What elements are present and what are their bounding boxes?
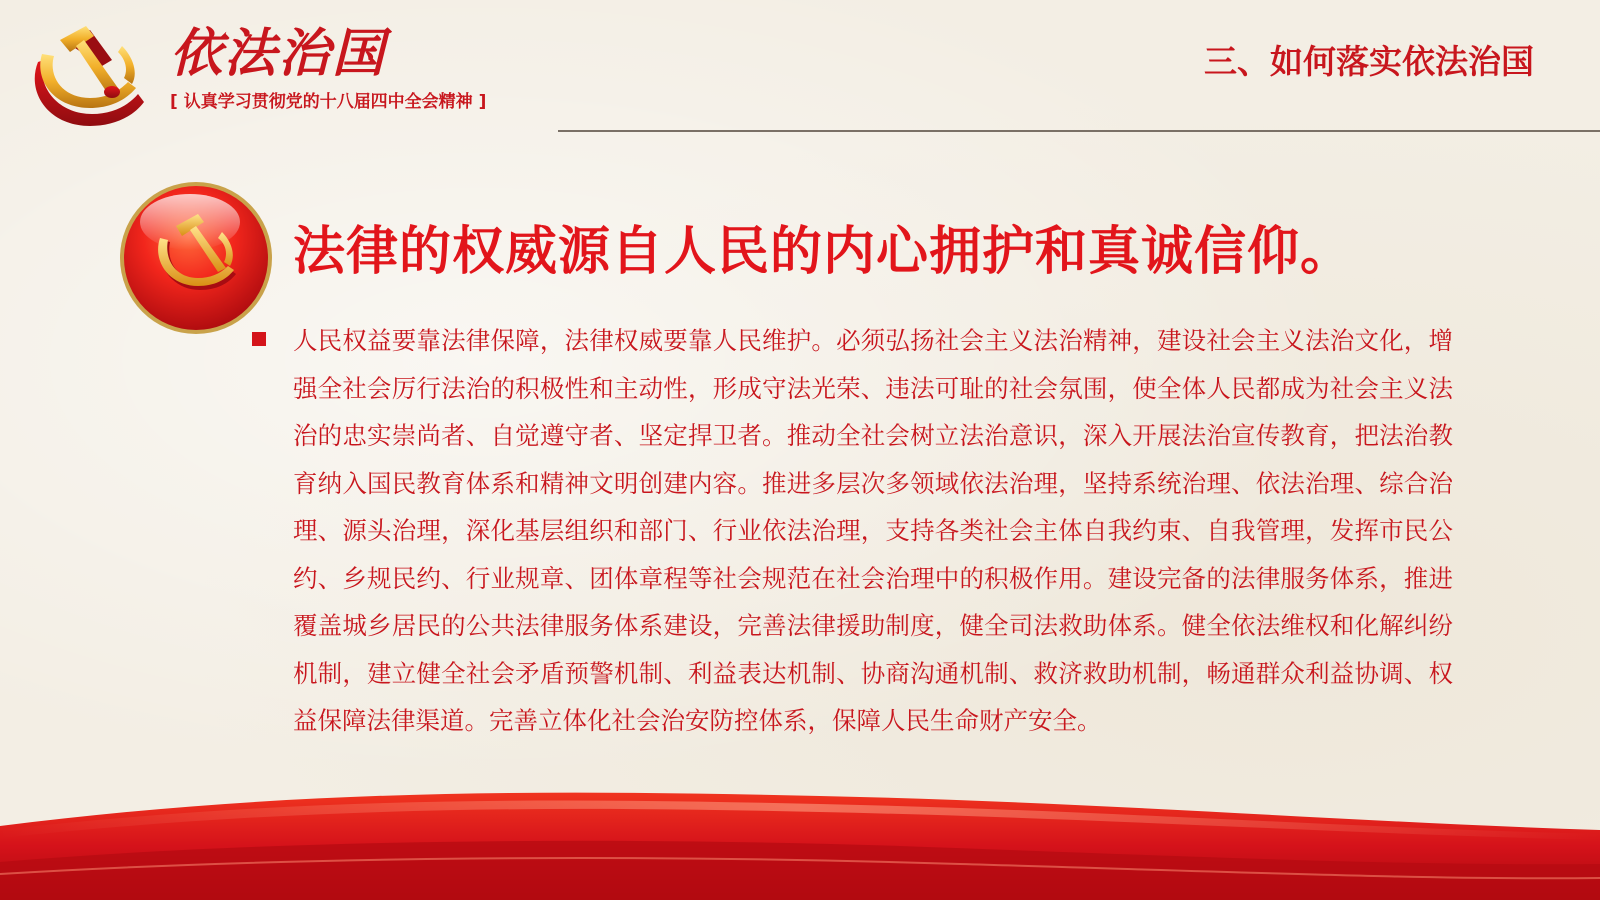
body-paragraph: 人民权益要靠法律保障，法律权威要靠人民维护。必须弘扬社会主义法治精神，建设社会主义法治文化，增强全社会厉行法治的积极性和主动性，形成守法光荣、违法可耻的社会氛围，使全体人民都成为社会主义法治的忠实崇尚者、自觉遵守者、坚定捍卫者。推动全社会树立法治意识，深入开展法治宣传教育，把法治教育纳入国民教育体系和精神文明创建内容。推进多层次多领域依法治理，坚持系统治理、依法治理、综合治理、源头治理，深化基层组织和部门、行业依法治理，支持各类社会主体自我约束、自我管理，发挥市民公约、乡规民约、行业规章、团体章程等社会规范在社会治理中的积极作用。建设完备的法律服务体系，推进覆盖城乡居民的公共法律服务体系建设，完善法律援助制度，健全司法救助体系。健全依法维权和化解纠纷机制，建立健全社会矛盾预警机制、利益表达机制、协商沟通机制、救济救助机制，畅通群众利益协调、权益保障法律渠道。完善立体化社会治安防控体系，保障人民生命财产安全。 bbox=[293, 326, 1453, 735]
square-bullet-icon bbox=[252, 332, 266, 346]
hammer-sickle-emblem-icon bbox=[14, 22, 154, 127]
header-divider bbox=[558, 130, 1600, 132]
brand-title: 依法治国 bbox=[170, 23, 387, 84]
brand-subtitle: [ 认真学习贯彻党的十八届四中全会精神 ] bbox=[170, 92, 487, 112]
section-title: 三、如何落实依法治国 bbox=[1204, 42, 1534, 81]
footer-ribbon bbox=[0, 770, 1600, 900]
headline: 法律的权威源自人民的内心拥护和真诚信仰。 bbox=[293, 222, 1354, 282]
hammer-sickle-badge-icon bbox=[118, 180, 274, 336]
